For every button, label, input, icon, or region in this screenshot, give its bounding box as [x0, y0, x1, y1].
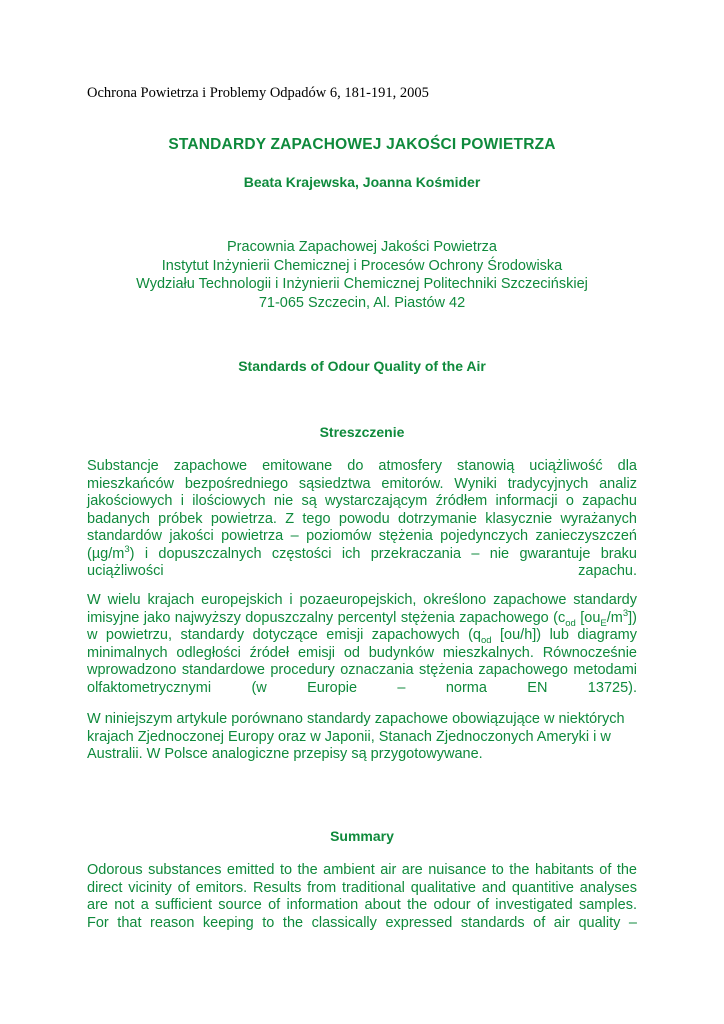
affiliation-line: 71-065 Szczecin, Al. Piastów 42: [258, 294, 466, 311]
text-line: krajach Zjednoczonej Europy oraz w Japonii, Stanach Zjednoczonych Ameryki i w: [87, 728, 611, 745]
text-line: Odorous substances emitted to the ambient air are nuisance to the habitants of the: [87, 862, 637, 878]
text-fragment: ) i dopuszczalnych częstości ich przekraczania – nie gwarantuje braku: [129, 545, 637, 562]
journal-citation: Ochrona Powietrza i Problemy Odpadów 6, 181-191, 2005: [87, 85, 429, 101]
abstract-pl-paragraph-3: [87, 711, 637, 764]
text-line: mieszkańców bezpośredniego sąsiedztwa emitorów. Wyniki tradycyjnych analiz: [87, 475, 637, 492]
subscript: od: [481, 634, 492, 646]
affiliation-block: [0, 238, 724, 312]
streszczenie-heading: Streszczenie: [319, 424, 405, 440]
summary-heading: Summary: [330, 828, 394, 844]
text-line: W wielu krajach europejskich i pozaeuropejskich, określono zapachowe standardy: [87, 592, 637, 608]
text-line: olfaktometrycznymi (w Europie – norma EN 13725).: [87, 679, 637, 696]
text-line: wprowadzono standardowe procedury oznaczania stężenia zapachowego metodami: [87, 662, 637, 678]
text-line: Substancje zapachowe emitowane do atmosfery stanowią uciążliwość dla: [87, 458, 637, 474]
superscript: 3: [124, 543, 130, 555]
text-line: [87, 607, 637, 629]
text-fragment: ]): [628, 609, 637, 626]
text-line: For that reason keeping to the classically expressed standards of air quality –: [87, 914, 637, 931]
superscript: 3: [622, 607, 629, 619]
author-list: Beata Krajewska, Joanna Kośmider: [243, 174, 481, 190]
text-line: are not a sufficient source of information about the odour of investigated samples.: [87, 897, 637, 913]
text-line: W niniejszym artykule porównano standardy zapachowe obowiązujące w niektórych: [87, 711, 625, 727]
text-fragment: [ou: [575, 609, 601, 626]
text-line: direct vicinity of emitors. Results from traditional qualitative and quantitive analyses: [87, 879, 637, 896]
subscript: od: [565, 617, 576, 629]
affiliation-line: Wydziału Technologii i Inżynierii Chemicznej Politechniki Szczecińskiej: [136, 276, 588, 292]
text-line: uciążliwości zapachu.: [87, 563, 637, 579]
text-fragment: [ou/h]) lub diagramy: [491, 627, 638, 643]
affiliation-line: Instytut Inżynierii Chemicznej i Procesów Ochrony Środowiska: [161, 257, 563, 274]
subscript: E: [600, 617, 607, 629]
abstract-pl-paragraph-1: [87, 458, 637, 581]
english-title: Standards of Odour Quality of the Air: [238, 358, 486, 374]
text-fragment: w powietrzu, standardy dotyczące emisji zapachowych (q: [87, 627, 481, 643]
text-line: standardów jakości powietrza – poziomów stężenia pojedynczych zanieczyszczeń: [87, 528, 637, 544]
abstract-en-paragraph-1: [87, 862, 637, 932]
text-fragment: (µg/m: [87, 545, 125, 562]
affiliation-line: Pracownia Zapachowej Jakości Powietrza: [227, 239, 497, 255]
text-line: minimalnych odległości źródeł emisji od budynków mieszkalnych. Równocześnie: [87, 644, 637, 661]
text-line: [87, 543, 637, 564]
abstract-pl-paragraph-2: [87, 592, 637, 697]
text-fragment: imisyjne jako najwyższy dopuszczalny percentyl stężenia zapachowego (c: [87, 609, 566, 626]
text-line: badanych próbek powietrza. Z tego powodu dotrzymanie klasycznie wyrażanych: [87, 510, 637, 527]
text-line: Australii. W Polsce analogiczne przepisy są przygotowywane.: [87, 746, 483, 762]
paper-title: STANDARDY ZAPACHOWEJ JAKOŚCI POWIETRZA: [168, 136, 556, 153]
text-fragment: /m: [606, 609, 623, 626]
text-line: jakościowych i ilościowych nie są wystarczającym źródłem informacji o zapachu: [87, 493, 637, 509]
text-line: [87, 627, 637, 645]
